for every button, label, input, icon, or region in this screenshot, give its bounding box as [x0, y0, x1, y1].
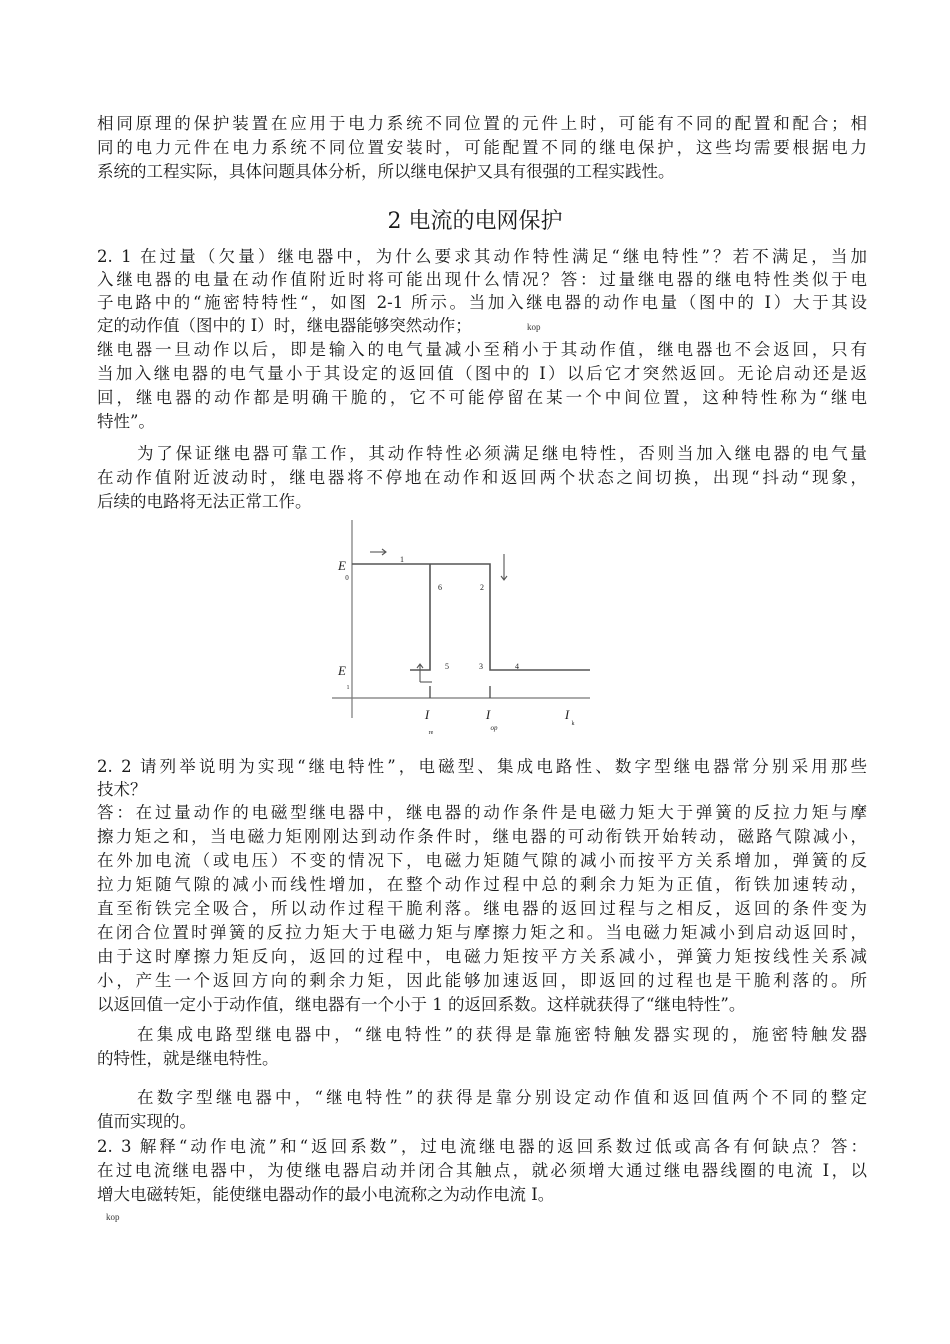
q22-line: 在外加电流（或电压）不变的情况下，电磁力矩随气隙的减小而按平方关系增加，弹簧的反 [97, 851, 867, 870]
e1-label: E [338, 663, 346, 678]
q22-line: 答：在过量动作的电磁型继电器中，继电器的动作条件是电磁力矩大于弹簧的反拉力矩与摩 [97, 803, 867, 822]
segment-label: 1 [400, 555, 404, 564]
q23-line: 增大电磁转矩，能使继电器动作的最小电流称之为动作电流 I。 [97, 1185, 555, 1204]
iop-subscript: op [490, 724, 498, 732]
iop-label: I [485, 707, 491, 722]
ik-subscript: k [571, 721, 575, 727]
ire-label: I [424, 707, 430, 722]
q21-paragraph-line: 后续的电路将无法正常工作。 [97, 492, 312, 511]
ire-subscript: re [428, 730, 434, 736]
q22-line: 在闭合位置时弹簧的反拉力矩大于电磁力矩与摩擦力矩之和。当电磁力矩减小到启动返回时， [97, 923, 867, 942]
e0-subscript: 0 [345, 574, 349, 582]
q22-paragraph-line: 值而实现的。 [97, 1112, 196, 1131]
q21-line: 定的动作值（图中的 I）时，继电器能够突然动作； [97, 316, 472, 335]
q23-line: 2. 3 解释“动作电流”和“返回系数”，过电流继电器的返回系数过低或高各有何缺点？答： [97, 1137, 867, 1156]
q21-line: 继电器一旦动作以后，即是输入的电气量减小至稍小于其动作值，继电器也不会返回，只有 [97, 340, 867, 359]
intro-line: 相同原理的保护装置在应用于电力系统不同位置的元件上时，可能有不同的配置和配合；相 [97, 114, 867, 133]
q22-line: 由于这时摩擦力矩反向，返回的过程中，电磁力矩按平方关系减小，弹簧力矩按线性关系减 [97, 947, 867, 966]
e0-label: E [338, 558, 346, 573]
q21-paragraph-line: 为了保证继电器可靠工作，其动作特性必须满足继电特性，否则当加入继电器的电气量 [137, 444, 867, 463]
ik-label: I [564, 707, 570, 722]
segment-label: 5 [445, 662, 449, 671]
q21-line: 当加入继电器的电气量小于其设定的返回值（图中的 I）以后它才突然返回。无论启动还是返 [97, 364, 867, 383]
q22-line: 2. 2 请列举说明为实现“继电特性”，电磁型、集成电路性、数字型继电器常分别采用那些 [97, 757, 867, 776]
q21-line: 2. 1 在过量（欠量）继电器中，为什么要求其动作特性满足“继电特性”？若不满足，当加 [97, 247, 867, 266]
segment-label: 6 [438, 583, 442, 592]
q22-line: 技术？ [97, 780, 147, 799]
q22-line: 以返回值一定小于动作值，继电器有一个小于 1 的返回系数。这样就获得了“继电特性”。 [97, 995, 746, 1014]
operate-path [352, 564, 590, 670]
q21-subscript: kop [527, 322, 541, 332]
segment-label: 4 [515, 662, 519, 671]
q22-line: 拉力矩随气隙的减小而线性增加，在整个动作过程中总的剩余力矩为正值，衔铁加速转动， [97, 875, 867, 894]
q21-line: 回，继电器的动作都是明确干脆的，它不可能停留在某一个中间位置，这种特性称为“继电 [97, 388, 867, 407]
intro-line: 同的电力元件在电力系统不同位置安装时，可能配置不同的继电保护，这些均需要根据电力 [97, 138, 867, 157]
q23-subscript: kop [106, 1212, 120, 1222]
q21-paragraph-line: 在动作值附近波动时，继电器将不停地在动作和返回两个状态之间切换，出现“抖动“现象， [97, 468, 867, 487]
intro-line: 系统的工程实际，具体问题具体分析，所以继电保护又具有很强的工程实践性。 [97, 162, 675, 181]
q22-paragraph-line: 在数字型继电器中，“继电特性”的获得是靠分别设定动作值和返回值两个不同的整定 [137, 1088, 867, 1107]
q21-line: 特性”。 [97, 412, 155, 431]
q22-line: 小，产生一个返回方向的剩余力矩，因此能够加速返回，即返回的过程也是干脆利落的。所 [97, 971, 867, 990]
q23-line: 在过电流继电器中，为使继电器启动并闭合其触点，就必须增大通过继电器线圈的电流 I，以 [97, 1161, 867, 1180]
e1-subscript: 1 [346, 685, 350, 691]
return-path [410, 564, 430, 670]
q21-line: 子电路中的“施密特特性“，如图 2-1 所示。当加入继电器的动作电量（图中的 I）大于其设 [97, 293, 867, 312]
q22-paragraph-line: 的特性，就是继电特性。 [97, 1049, 279, 1068]
q21-line: 入继电器的电量在动作值附近时将可能出现什么情况？答：过量继电器的继电特性类似于电 [97, 270, 867, 289]
relay-characteristic-figure [320, 518, 600, 743]
q22-paragraph-line: 在集成电路型继电器中，“继电特性”的获得是靠施密特触发器实现的，施密特触发器 [137, 1025, 867, 1044]
section-title: 2 电流的电网保护 [387, 209, 563, 234]
q22-line: 擦力矩之和，当电磁力矩刚刚达到动作条件时，继电器的可动衔铁开始转动，磁路气隙减小， [97, 827, 867, 846]
segment-label: 3 [479, 662, 483, 671]
segment-label: 2 [480, 583, 484, 592]
q22-line: 直至衔铁完全吸合，所以动作过程干脆利落。继电器的返回过程与之相反，返回的条件变为 [97, 899, 867, 918]
